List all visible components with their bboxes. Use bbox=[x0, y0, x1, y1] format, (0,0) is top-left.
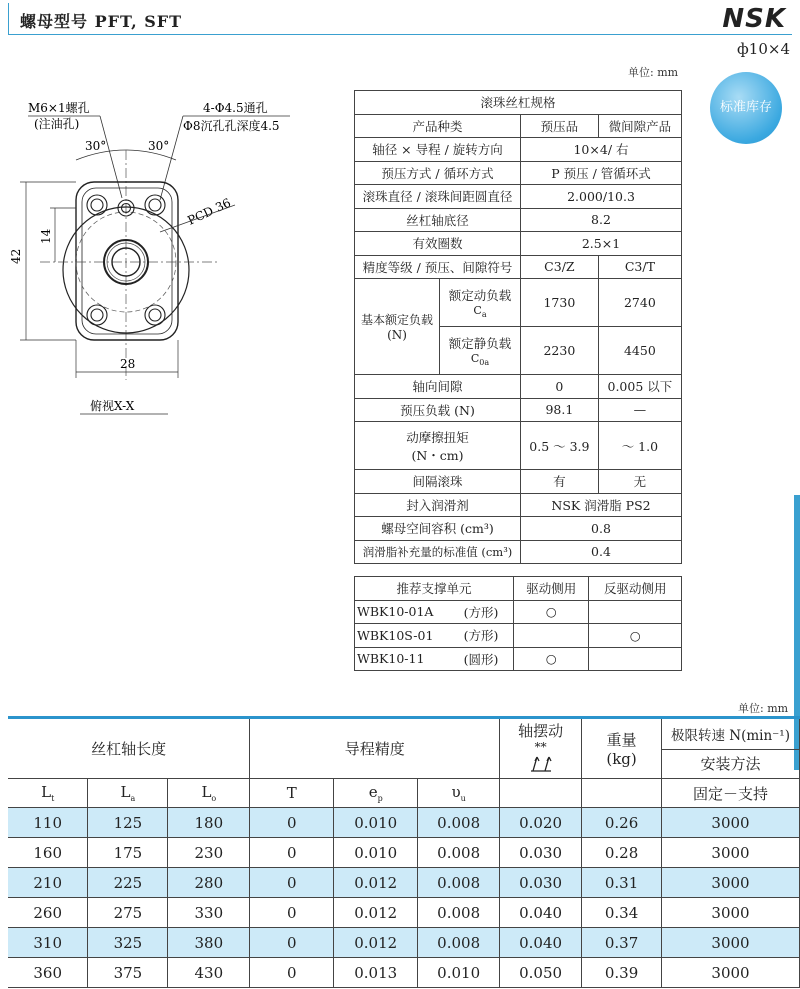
header-runout: 轴摆动 ** bbox=[500, 718, 582, 779]
spec-value: 10×4/ 右 bbox=[521, 138, 682, 162]
sub-blank bbox=[500, 779, 582, 808]
spec-label: 润滑脂补充量的标准值 (cm³) bbox=[355, 540, 521, 564]
nut-drawing bbox=[0, 90, 350, 430]
header-mount: 安装方法 bbox=[662, 749, 800, 778]
table-cell: 0.020 bbox=[500, 808, 582, 838]
table-cell: 360 bbox=[8, 958, 88, 988]
dim-14-label: 14 bbox=[39, 228, 53, 244]
table-cell: 330 bbox=[168, 898, 250, 928]
spec-label: 预压负载 (N) bbox=[355, 398, 521, 422]
torque-label: 动摩擦扭矩 (N・cm) bbox=[355, 422, 521, 470]
table-cell: 3000 bbox=[662, 958, 800, 988]
support-row bbox=[355, 600, 682, 624]
table-cell: 3000 bbox=[662, 928, 800, 958]
table-cell: 225 bbox=[88, 868, 168, 898]
spec-row bbox=[355, 540, 682, 564]
sub-ep: $e_p$ bbox=[334, 779, 418, 808]
spec-row bbox=[355, 517, 682, 541]
sub-t: T bbox=[250, 779, 334, 808]
sub-lo: $L_o$ bbox=[168, 779, 250, 808]
header-weight: 重量 (kg) bbox=[582, 718, 662, 779]
page-header bbox=[0, 0, 800, 38]
spec-value: 0.5 ～ 3.9 bbox=[521, 422, 599, 470]
spec-label: 精度等级 / 预压、间隙符号 bbox=[355, 255, 521, 279]
spec-value: 8.2 bbox=[521, 208, 682, 232]
table-row bbox=[8, 898, 800, 928]
unit-label-top: 单位: mm bbox=[628, 66, 679, 79]
spec-value: 有 bbox=[521, 470, 599, 494]
table-cell: 310 bbox=[8, 928, 88, 958]
table-cell: 0.050 bbox=[500, 958, 582, 988]
callout-oil-hole-note: (注油孔) bbox=[34, 117, 80, 131]
spec-label: 产品种类 bbox=[355, 114, 521, 138]
spec-value: P 预压 / 管循环式 bbox=[521, 161, 682, 185]
table-cell: 3000 bbox=[662, 838, 800, 868]
table-cell: 3000 bbox=[662, 868, 800, 898]
page-title: 螺母型号 PFT, SFT bbox=[20, 12, 183, 31]
support-model: WBK10-11 bbox=[355, 647, 450, 671]
load-group-label: 基本额定负载 (N) bbox=[355, 279, 440, 375]
spec-row bbox=[355, 232, 682, 256]
spec-value: 无 bbox=[598, 470, 681, 494]
table-cell: 0.008 bbox=[418, 898, 500, 928]
header-speed: 极限转速 N(min⁻¹) bbox=[662, 718, 800, 750]
sub-vu: $\upsilon_u$ bbox=[418, 779, 500, 808]
spec-value: ～ 1.0 bbox=[598, 422, 681, 470]
table-cell: 0.040 bbox=[500, 928, 582, 958]
table-cell: 0.008 bbox=[418, 838, 500, 868]
brand-logo: NSK bbox=[722, 4, 786, 34]
table-cell: 0.34 bbox=[582, 898, 662, 928]
table-cell: 0.31 bbox=[582, 868, 662, 898]
spec-value: 2740 bbox=[598, 279, 681, 327]
spec-label: 螺母空间容积 (cm³) bbox=[355, 517, 521, 541]
table-cell: 0 bbox=[250, 958, 334, 988]
table-cell: 0 bbox=[250, 868, 334, 898]
spec-value: 0 bbox=[521, 375, 599, 399]
spec-value: — bbox=[598, 398, 681, 422]
sub-blank bbox=[582, 779, 662, 808]
table-row bbox=[8, 838, 800, 868]
header-divider bbox=[8, 34, 792, 35]
stat-load-label: 额定静负载 $C_{0a}$ bbox=[440, 327, 521, 375]
angle-left-label: 30° bbox=[85, 139, 107, 153]
table-cell: 0.012 bbox=[334, 928, 418, 958]
spec-label: 轴径 × 导程 / 旋转方向 bbox=[355, 138, 521, 162]
spec-value: 0.005 以下 bbox=[598, 375, 681, 399]
support-shape: (圆形) bbox=[449, 647, 514, 671]
support-header-row bbox=[355, 577, 682, 601]
table-cell: 0.012 bbox=[334, 898, 418, 928]
spec-row bbox=[355, 398, 682, 422]
table-cell: 160 bbox=[8, 838, 88, 868]
spec-title-row bbox=[355, 91, 682, 115]
spec-value: 2.5×1 bbox=[521, 232, 682, 256]
support-shape: (方形) bbox=[449, 600, 514, 624]
table-cell: 380 bbox=[168, 928, 250, 958]
table-cell: 0 bbox=[250, 898, 334, 928]
spec-label: 轴向间隙 bbox=[355, 375, 521, 399]
dyn-load-label: 额定动负载 $C_a$ bbox=[440, 279, 521, 327]
table-cell: 125 bbox=[88, 808, 168, 838]
spec-label: 预压方式 / 循环方式 bbox=[355, 161, 521, 185]
spec-value: C3/T bbox=[598, 255, 681, 279]
support-model: WBK10S-01 bbox=[355, 624, 450, 648]
table-cell: 375 bbox=[88, 958, 168, 988]
spec-row bbox=[355, 208, 682, 232]
spec-row bbox=[355, 375, 682, 399]
perf-subheader-row bbox=[8, 779, 800, 808]
support-header: 推荐支撑单元 bbox=[355, 577, 514, 601]
spec-row bbox=[355, 493, 682, 517]
spec-label: 有效圈数 bbox=[355, 232, 521, 256]
support-nondrive-mark: ○ bbox=[589, 624, 682, 648]
spec-value: 4450 bbox=[598, 327, 681, 375]
header-lead-accuracy: 导程精度 bbox=[250, 718, 500, 779]
header-shaft-length: 丝杠轴长度 bbox=[8, 718, 250, 779]
support-unit-table bbox=[354, 576, 682, 671]
spec-value: 0.4 bbox=[521, 540, 682, 564]
pcd-label: PCD 36 bbox=[185, 195, 233, 228]
spec-value: C3/Z bbox=[521, 255, 599, 279]
size-label: ф10×4 bbox=[737, 40, 790, 58]
unit-label-bottom: 单位: mm bbox=[738, 702, 789, 715]
support-drive-mark: ○ bbox=[514, 600, 589, 624]
table-cell: 430 bbox=[168, 958, 250, 988]
spec-label: 丝杠轴底径 bbox=[355, 208, 521, 232]
table-cell: 0 bbox=[250, 928, 334, 958]
table-cell: 230 bbox=[168, 838, 250, 868]
sub-mount-type: 固定－支持 bbox=[662, 779, 800, 808]
spec-label: 间隔滚珠 bbox=[355, 470, 521, 494]
table-cell: 175 bbox=[88, 838, 168, 868]
table-cell: 3000 bbox=[662, 808, 800, 838]
table-cell: 0.012 bbox=[334, 868, 418, 898]
spec-value: 2230 bbox=[521, 327, 599, 375]
table-cell: 210 bbox=[8, 868, 88, 898]
spec-value: 98.1 bbox=[521, 398, 599, 422]
table-row bbox=[8, 958, 800, 988]
table-cell: 0.37 bbox=[582, 928, 662, 958]
spec-row bbox=[355, 138, 682, 162]
table-cell: 0.010 bbox=[334, 808, 418, 838]
header-accent-line bbox=[8, 3, 9, 34]
spec-value: 微间隙产品 bbox=[598, 114, 681, 138]
table-cell: 110 bbox=[8, 808, 88, 838]
callout-counterbore: Φ8沉孔孔深度4.5 bbox=[183, 119, 280, 133]
table-cell: 0.030 bbox=[500, 838, 582, 868]
table-row bbox=[8, 928, 800, 958]
support-row bbox=[355, 624, 682, 648]
sub-la: $L_a$ bbox=[88, 779, 168, 808]
table-cell: 0 bbox=[250, 808, 334, 838]
table-cell: 275 bbox=[88, 898, 168, 928]
spec-value: 1730 bbox=[521, 279, 599, 327]
callout-thru-hole: 4-Φ4.5通孔 bbox=[203, 101, 268, 115]
support-drive-mark: ○ bbox=[514, 647, 589, 671]
table-cell: 0.26 bbox=[582, 808, 662, 838]
support-model: WBK10-01A bbox=[355, 600, 450, 624]
support-header: 驱动侧用 bbox=[514, 577, 589, 601]
spec-table bbox=[354, 90, 682, 564]
spec-row bbox=[355, 470, 682, 494]
spec-row bbox=[355, 114, 682, 138]
support-shape: (方形) bbox=[449, 624, 514, 648]
callout-oil-hole: M6×1螺孔 bbox=[28, 101, 90, 115]
spec-value: 预压品 bbox=[521, 114, 599, 138]
table-cell: 0.010 bbox=[334, 838, 418, 868]
support-row bbox=[355, 647, 682, 671]
spec-label: 封入润滑剂 bbox=[355, 493, 521, 517]
table-cell: 3000 bbox=[662, 898, 800, 928]
table-cell: 325 bbox=[88, 928, 168, 958]
performance-table bbox=[8, 716, 800, 988]
table-cell: 0.28 bbox=[582, 838, 662, 868]
dim-42-label: 42 bbox=[9, 248, 23, 264]
view-label: 俯视X-X bbox=[90, 399, 135, 413]
table-row bbox=[8, 808, 800, 838]
table-cell: 0.39 bbox=[582, 958, 662, 988]
support-nondrive-mark bbox=[589, 600, 682, 624]
table-cell: 180 bbox=[168, 808, 250, 838]
support-nondrive-mark bbox=[589, 647, 682, 671]
table-row bbox=[8, 868, 800, 898]
sub-lt: $L_t$ bbox=[8, 779, 88, 808]
spec-value: NSK 润滑脂 PS2 bbox=[521, 493, 682, 517]
table-cell: 0 bbox=[250, 838, 334, 868]
table-cell: 280 bbox=[168, 868, 250, 898]
table-cell: 0.010 bbox=[418, 958, 500, 988]
table-cell: 0.040 bbox=[500, 898, 582, 928]
table-cell: 0.013 bbox=[334, 958, 418, 988]
table-cell: 260 bbox=[8, 898, 88, 928]
table-cell: 0.008 bbox=[418, 808, 500, 838]
dim-28-label: 28 bbox=[120, 357, 136, 371]
spec-title: 滚珠丝杠规格 bbox=[355, 91, 682, 115]
spec-value: 2.000/10.3 bbox=[521, 185, 682, 209]
runout-icon bbox=[529, 753, 553, 773]
spec-label: 滚珠直径 / 滚珠间距圆直径 bbox=[355, 185, 521, 209]
support-header: 反驱动侧用 bbox=[589, 577, 682, 601]
spec-row bbox=[355, 185, 682, 209]
support-drive-mark bbox=[514, 624, 589, 648]
table-cell: 0.008 bbox=[418, 868, 500, 898]
spec-row bbox=[355, 255, 682, 279]
spec-row bbox=[355, 279, 682, 327]
spec-row bbox=[355, 422, 682, 470]
table-cell: 0.030 bbox=[500, 868, 582, 898]
table-cell: 0.008 bbox=[418, 928, 500, 958]
stock-badge: 标准库存 bbox=[710, 72, 782, 144]
spec-row bbox=[355, 161, 682, 185]
perf-header-row bbox=[8, 718, 800, 750]
angle-right-label: 30° bbox=[148, 139, 170, 153]
spec-value: 0.8 bbox=[521, 517, 682, 541]
